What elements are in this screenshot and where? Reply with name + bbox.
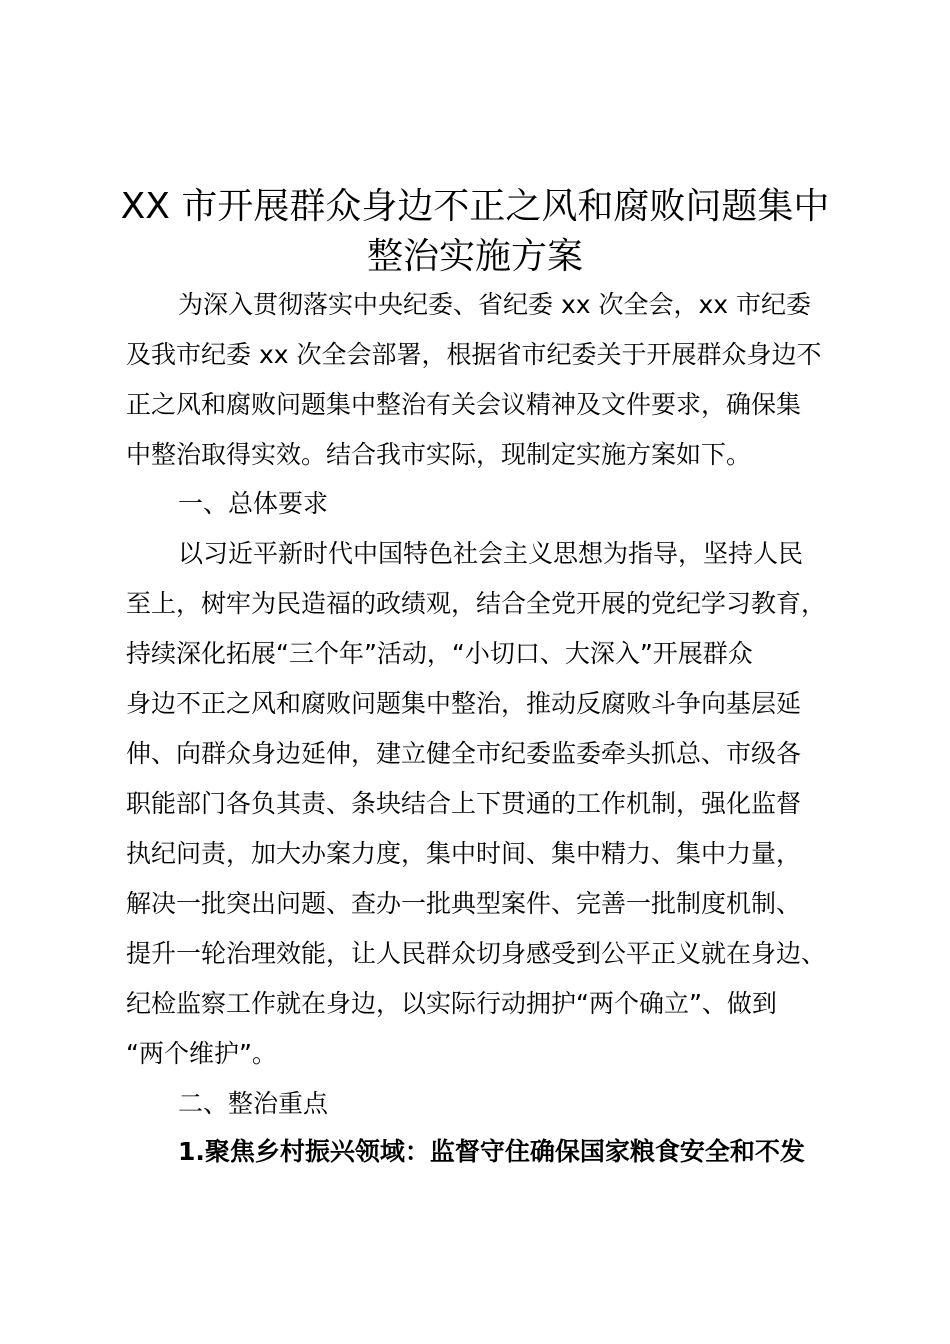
document-title-line-2: 整治实施方案 [366,236,583,277]
section-1-paragraph-line: 持续深化拓展“三个年”活动，“小切口、大深入”开展群众 [126,639,753,668]
section-1-paragraph-line: 提升一轮治理效能，让人民群众切身感受到公平正义就在身边、 [126,939,827,968]
section-1-paragraph-line: 职能部门各负其责、条块结合上下贯通的工作机制，强化监督 [126,789,802,818]
intro-paragraph-line: 正之风和腐败问题集中整治有关会议精神及文件要求，确保集 [126,390,802,419]
section-1-paragraph-line: 伸、向群众身边延伸，建立健全市纪委监委牵头抓总、市级各 [126,739,802,768]
section-2-heading: 二、整治重点 [178,1089,329,1118]
section-1-paragraph-line: 身边不正之风和腐败问题集中整治，推动反腐败斗争向基层延 [126,689,802,718]
intro-paragraph-line: 为深入贯彻落实中央纪委、省纪委 xx 次全会，xx 市纪委 [178,290,812,319]
section-1-paragraph-line: 以习近平新时代中国特色社会主义思想为指导，坚持人民 [178,539,804,568]
section-1-paragraph-line: 解决一批突出问题、查办一批典型案件、完善一批制度机制、 [126,889,802,918]
section-1-paragraph-line: 执纪问责，加大办案力度，集中时间、集中精力、集中力量， [126,839,802,868]
document-title-line-1: XX 市开展群众身边不正之风和腐败问题集中 [120,186,830,227]
section-1-paragraph-line: 至上，树牢为民造福的政绩观，结合全党开展的党纪学习教育， [126,589,827,618]
section-1-paragraph-line: “两个维护”。 [126,1039,277,1068]
intro-paragraph-line: 中整治取得实效。结合我市实际，现制定实施方案如下。 [126,440,752,469]
intro-paragraph-line: 及我市纪委 xx 次全会部署，根据省市纪委关于开展群众身边不 [126,340,822,369]
section-1-paragraph-line: 纪检监察工作就在身边，以实际行动拥护“两个确立”、做到 [126,989,777,1018]
section-1-heading: 一、总体要求 [178,489,329,518]
item-1-heading: 1.聚焦乡村振兴领域：监督守住确保国家粮食安全和不发 [178,1137,805,1166]
